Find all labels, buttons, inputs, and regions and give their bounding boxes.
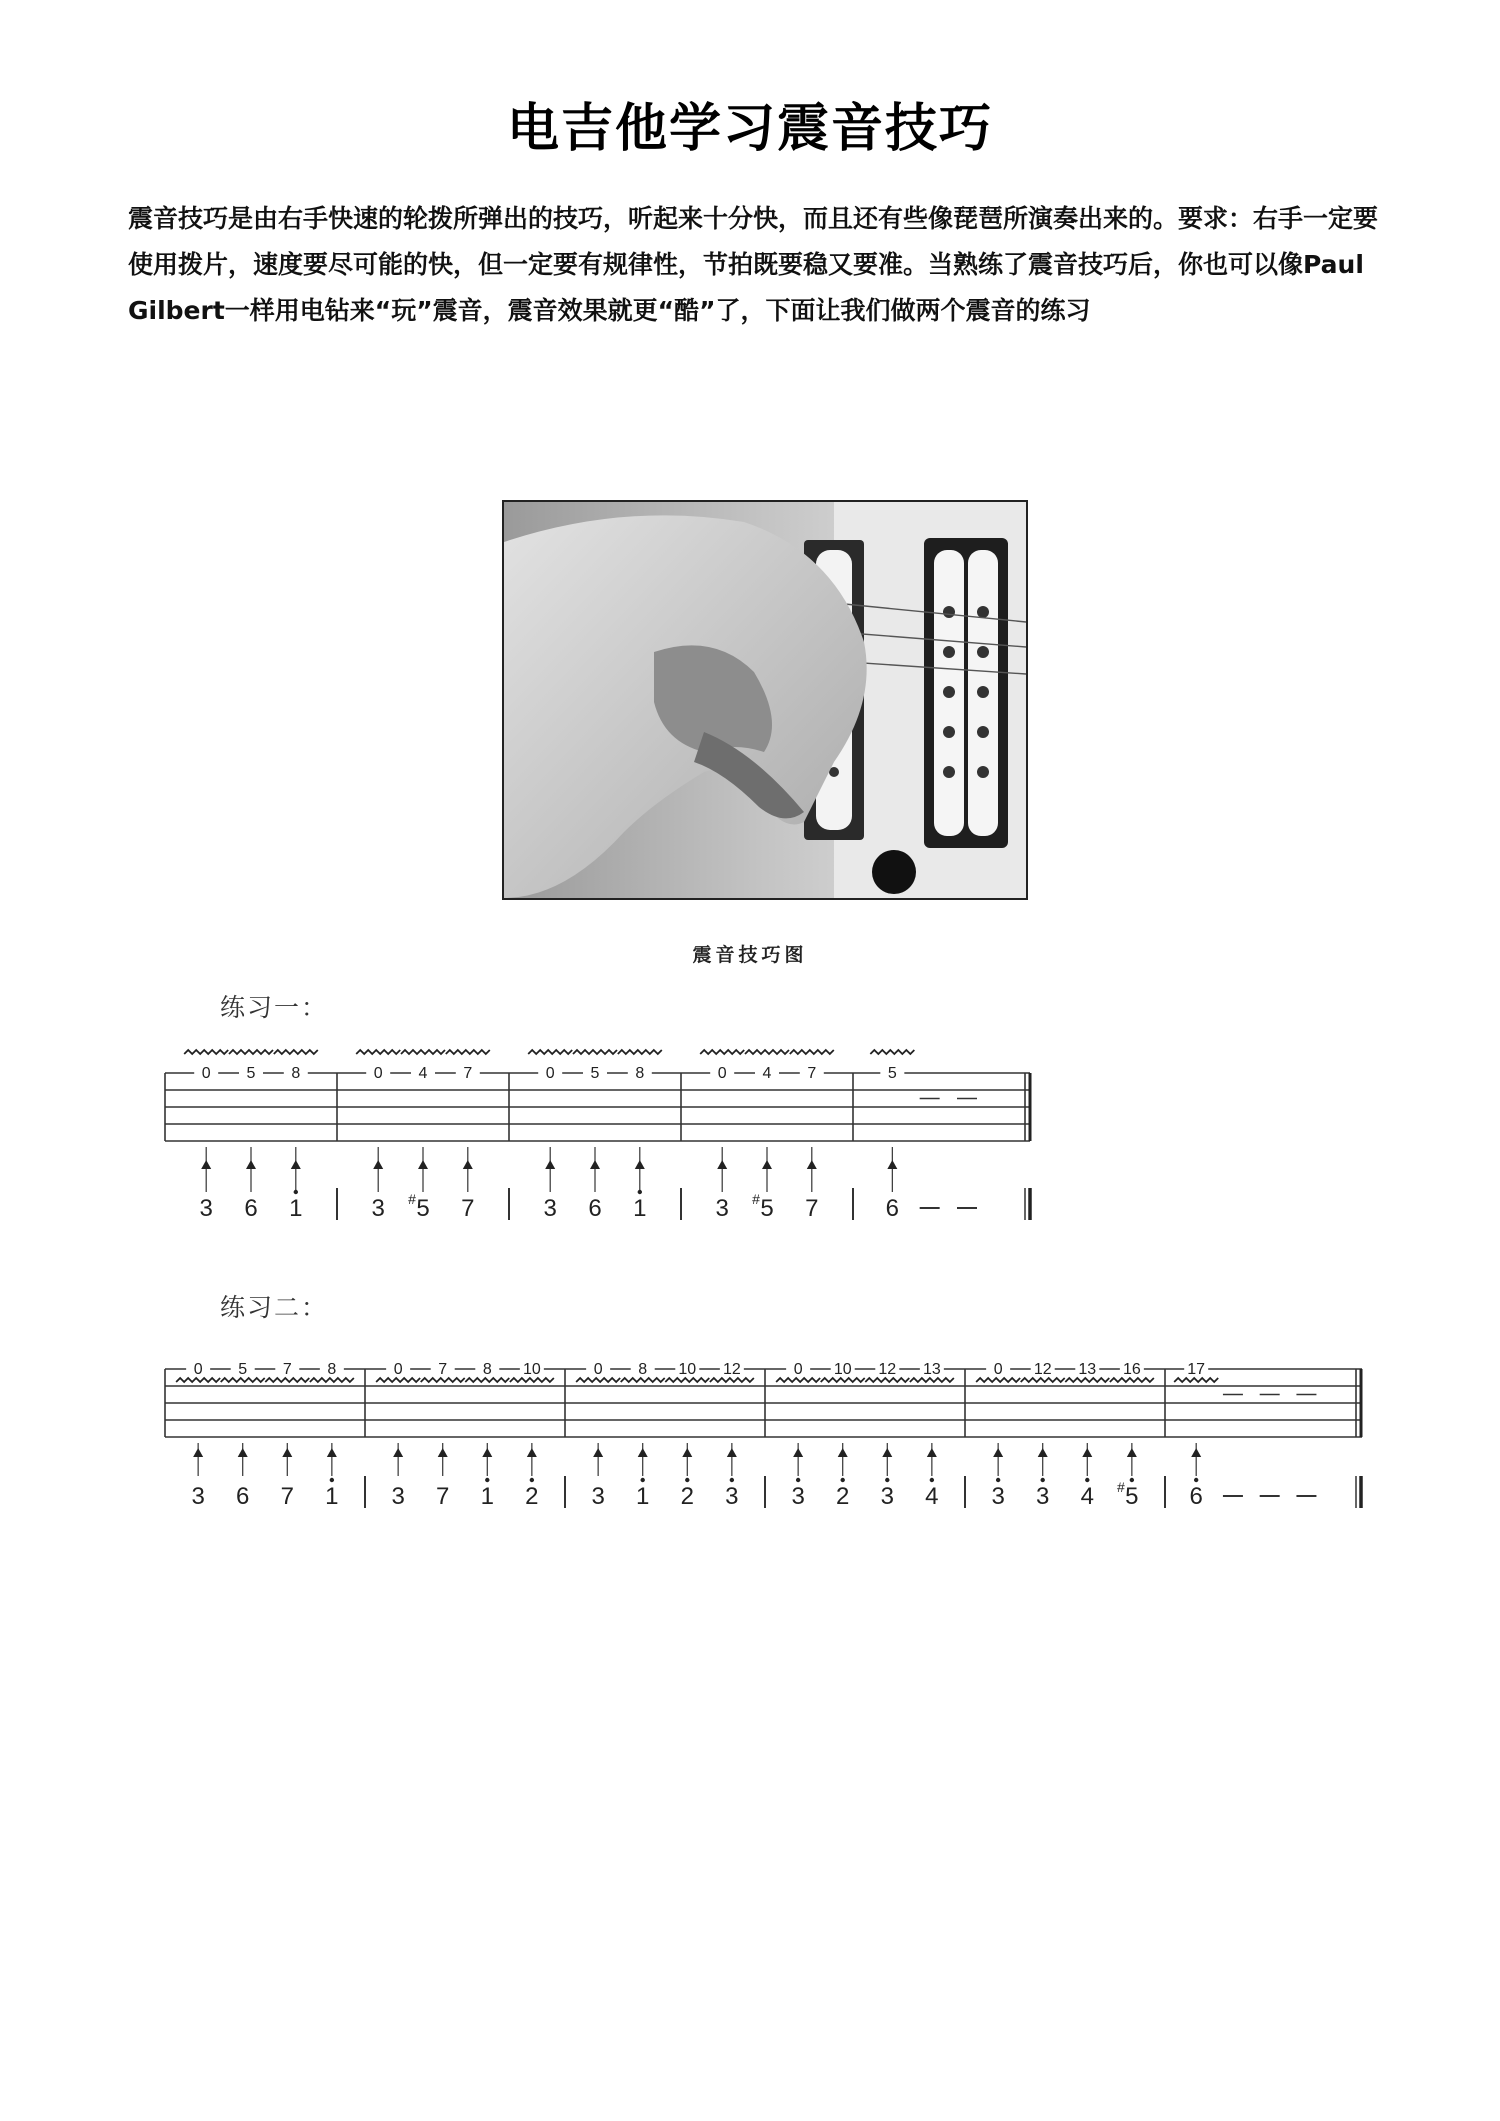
octave-dot bbox=[1194, 1478, 1198, 1482]
note-digit: 5 bbox=[760, 1195, 774, 1222]
upstroke-arrow bbox=[201, 1160, 211, 1169]
fret-number: 7 bbox=[463, 1065, 473, 1082]
note-digit: 6 bbox=[885, 1195, 900, 1222]
tremolo-mark bbox=[710, 1378, 754, 1382]
tremolo-mark bbox=[1021, 1378, 1065, 1382]
jianpu-note bbox=[633, 1190, 646, 1222]
note-digit: 5 bbox=[416, 1195, 430, 1222]
upstroke-arrow bbox=[545, 1160, 555, 1169]
upstroke-arrow bbox=[1127, 1448, 1137, 1457]
jianpu-note bbox=[591, 1483, 604, 1510]
fret-number: 8 bbox=[327, 1361, 337, 1378]
tremolo-mark bbox=[618, 1050, 662, 1054]
octave-dot bbox=[530, 1478, 534, 1482]
upstroke-arrow bbox=[793, 1448, 803, 1457]
page-title: 电吉他学习震音技巧 bbox=[506, 99, 993, 159]
fret-number: 0 bbox=[593, 1361, 603, 1378]
note-digit: 2 bbox=[680, 1483, 694, 1510]
exercise2-label: 练习二： bbox=[220, 1293, 329, 1322]
upstroke-arrow bbox=[438, 1448, 448, 1457]
jianpu-note bbox=[436, 1483, 449, 1510]
note-digit: 6 bbox=[1189, 1483, 1203, 1510]
octave-dot bbox=[841, 1478, 845, 1482]
upstroke-arrow bbox=[373, 1160, 383, 1169]
upstroke-arrow bbox=[762, 1160, 772, 1169]
jianpu-note bbox=[281, 1483, 294, 1510]
upstroke-arrow bbox=[590, 1160, 600, 1169]
note-digit: 2 bbox=[525, 1483, 539, 1510]
tremolo-mark bbox=[356, 1050, 400, 1054]
note-digit: 3 bbox=[199, 1195, 213, 1222]
fret-number: 0 bbox=[193, 1361, 203, 1378]
note-digit: 3 bbox=[991, 1483, 1005, 1510]
note-digit: 1 bbox=[289, 1195, 303, 1222]
tremolo-mark bbox=[910, 1378, 954, 1382]
tremolo-mark bbox=[790, 1050, 834, 1054]
upstroke-arrow bbox=[282, 1448, 292, 1457]
note-digit: 5 bbox=[1125, 1483, 1139, 1510]
octave-dot bbox=[730, 1478, 734, 1482]
note-digit: 3 bbox=[371, 1195, 385, 1222]
jianpu-note bbox=[681, 1478, 694, 1510]
tremolo-mark bbox=[1110, 1378, 1154, 1382]
note-digit: 3 bbox=[725, 1483, 739, 1510]
upstroke-arrow bbox=[193, 1448, 203, 1457]
tremolo-mark bbox=[184, 1050, 228, 1054]
upstroke-arrow bbox=[807, 1160, 817, 1169]
tremolo-mark bbox=[700, 1050, 744, 1054]
tremolo-mark bbox=[576, 1378, 620, 1382]
upstroke-arrow bbox=[993, 1448, 1003, 1457]
jianpu-note bbox=[544, 1195, 557, 1222]
note-digit: 6 bbox=[236, 1483, 250, 1510]
note-digit: 4 bbox=[925, 1483, 939, 1510]
jianpu-note bbox=[886, 1195, 899, 1222]
note-digit: 1 bbox=[633, 1195, 647, 1222]
sharp-sign: # bbox=[1116, 1479, 1125, 1495]
fret-number: 10 bbox=[833, 1361, 852, 1378]
jianpu-note bbox=[752, 1191, 774, 1222]
tremolo-mark bbox=[976, 1378, 1020, 1382]
upstroke-arrow bbox=[418, 1160, 428, 1169]
jianpu-note bbox=[725, 1478, 738, 1510]
tremolo-mark bbox=[221, 1378, 265, 1382]
tremolo-mark bbox=[573, 1050, 617, 1054]
note-digit: 3 bbox=[880, 1483, 894, 1510]
note-digit: 3 bbox=[191, 1483, 205, 1510]
octave-dot bbox=[930, 1478, 934, 1482]
fret-number: 13 bbox=[1078, 1361, 1097, 1378]
note-digit: 7 bbox=[461, 1195, 475, 1222]
fret-number: 7 bbox=[807, 1065, 817, 1082]
octave-dot bbox=[996, 1478, 1000, 1482]
upstroke-arrow bbox=[887, 1160, 897, 1169]
upstroke-arrow bbox=[1191, 1448, 1201, 1457]
fret-number: 5 bbox=[238, 1361, 248, 1378]
jianpu-note bbox=[881, 1478, 894, 1510]
fret-number: 5 bbox=[246, 1065, 256, 1082]
octave-dot bbox=[330, 1478, 334, 1482]
tremolo-mark bbox=[665, 1378, 709, 1382]
note-digit: 1 bbox=[480, 1483, 494, 1510]
sharp-sign: # bbox=[408, 1191, 416, 1207]
note-digit: 1 bbox=[325, 1483, 339, 1510]
upstroke-arrow bbox=[238, 1448, 248, 1457]
fret-number: 16 bbox=[1122, 1361, 1141, 1378]
upstroke-arrow bbox=[1082, 1448, 1092, 1457]
tremolo-mark bbox=[265, 1378, 309, 1382]
jianpu-note bbox=[636, 1478, 649, 1510]
fret-number: 0 bbox=[201, 1065, 211, 1082]
fret-number: 8 bbox=[638, 1361, 648, 1378]
note-digit: 2 bbox=[836, 1483, 850, 1510]
fret-number: 17 bbox=[1187, 1361, 1206, 1378]
upstroke-arrow bbox=[682, 1448, 692, 1457]
note-digit: 7 bbox=[280, 1483, 294, 1510]
upstroke-arrow bbox=[882, 1448, 892, 1457]
note-digit: 3 bbox=[1036, 1483, 1050, 1510]
fret-number: 7 bbox=[282, 1361, 292, 1378]
note-digit: 3 bbox=[591, 1483, 605, 1510]
note-digit: 6 bbox=[244, 1195, 258, 1222]
jianpu-note bbox=[1036, 1478, 1049, 1510]
fret-number: 12 bbox=[722, 1361, 741, 1378]
jianpu-note bbox=[1190, 1478, 1203, 1510]
tremolo-mark bbox=[229, 1050, 273, 1054]
jianpu-note bbox=[289, 1190, 302, 1222]
tremolo-mark bbox=[1174, 1378, 1218, 1382]
upstroke-arrow bbox=[927, 1448, 937, 1457]
jianpu-note bbox=[481, 1478, 494, 1510]
note-digit: 3 bbox=[391, 1483, 405, 1510]
octave-dot bbox=[796, 1478, 800, 1482]
jianpu-note bbox=[236, 1483, 249, 1510]
upstroke-arrow bbox=[327, 1448, 337, 1457]
fret-number: 0 bbox=[793, 1361, 803, 1378]
upstroke-arrow bbox=[727, 1448, 737, 1457]
upstroke-arrow bbox=[593, 1448, 603, 1457]
fret-number: 0 bbox=[373, 1065, 383, 1082]
upstroke-arrow bbox=[838, 1448, 848, 1457]
tremolo-mark bbox=[310, 1378, 354, 1382]
exercise1-score bbox=[165, 1050, 1030, 1222]
fret-number: 5 bbox=[590, 1065, 600, 1082]
upstroke-arrow bbox=[291, 1160, 301, 1169]
jianpu-note bbox=[391, 1483, 404, 1510]
fret-number: 12 bbox=[1033, 1361, 1052, 1378]
upstroke-arrow bbox=[246, 1160, 256, 1169]
note-digit: 3 bbox=[543, 1195, 557, 1222]
fret-number: 12 bbox=[878, 1361, 897, 1378]
upstroke-arrow bbox=[393, 1448, 403, 1457]
note-digit: 3 bbox=[715, 1195, 729, 1222]
note-digit: 3 bbox=[791, 1483, 805, 1510]
tremolo-mark bbox=[510, 1378, 554, 1382]
fret-number: 8 bbox=[291, 1065, 301, 1082]
fret-number: 8 bbox=[482, 1361, 492, 1378]
exercise1-label: 练习一： bbox=[220, 993, 329, 1022]
upstroke-arrow bbox=[638, 1448, 648, 1457]
tremolo-mark bbox=[465, 1378, 509, 1382]
tremolo-mark bbox=[176, 1378, 220, 1382]
jianpu-note bbox=[325, 1478, 338, 1510]
note-digit: 6 bbox=[588, 1195, 602, 1222]
fret-number: 10 bbox=[522, 1361, 541, 1378]
fret-number: 0 bbox=[393, 1361, 403, 1378]
jianpu-note bbox=[805, 1195, 818, 1222]
octave-dot bbox=[1130, 1478, 1134, 1482]
jianpu-note bbox=[200, 1195, 213, 1222]
tremolo-mark bbox=[1065, 1378, 1109, 1382]
tremolo-mark bbox=[865, 1378, 909, 1382]
sharp-sign: # bbox=[752, 1191, 760, 1207]
photo-caption: 震音技巧图 bbox=[692, 944, 808, 966]
octave-dot bbox=[1085, 1478, 1089, 1482]
fret-number: 8 bbox=[635, 1065, 645, 1082]
fret-number: 4 bbox=[762, 1065, 772, 1082]
upstroke-arrow bbox=[463, 1160, 473, 1169]
jianpu-note bbox=[525, 1478, 538, 1510]
fret-number: 7 bbox=[438, 1361, 448, 1378]
fret-number: 0 bbox=[993, 1361, 1003, 1378]
octave-dot bbox=[1041, 1478, 1045, 1482]
intro-paragraph: 震音技巧是由右手快速的轮拨所弹出的技巧，听起来十分快，而且还有些像琵琶所演奏出来的。要求：右手一定要使用拨片，速度要尽可能的快，但一定要有规律性，节拍既要稳又要准。当熟练了震音技巧后，你也可以像Paul Gilbert一样用电钻来“玩”震音，震音效果就更“酷”了，下面让我们做两个震音的练习 bbox=[128, 204, 1379, 325]
jianpu-note bbox=[461, 1195, 474, 1222]
jianpu-note bbox=[588, 1195, 601, 1222]
jianpu-note bbox=[191, 1483, 204, 1510]
upstroke-arrow bbox=[482, 1448, 492, 1457]
tremolo-mark bbox=[421, 1378, 465, 1382]
jianpu-note bbox=[244, 1195, 257, 1222]
octave-dot bbox=[885, 1478, 889, 1482]
exercise2-score bbox=[165, 1360, 1362, 1510]
jianpu-note bbox=[408, 1191, 430, 1222]
tremolo-mark bbox=[446, 1050, 490, 1054]
tremolo-mark bbox=[274, 1050, 318, 1054]
octave-dot bbox=[641, 1478, 645, 1482]
tremolo-mark bbox=[821, 1378, 865, 1382]
note-digit: 1 bbox=[636, 1483, 650, 1510]
jianpu-note bbox=[791, 1478, 804, 1510]
jianpu-note bbox=[372, 1195, 385, 1222]
upstroke-arrow bbox=[717, 1160, 727, 1169]
tremolo-mark bbox=[776, 1378, 820, 1382]
upstroke-arrow bbox=[635, 1160, 645, 1169]
note-digit: 4 bbox=[1080, 1483, 1094, 1510]
tremolo-mark bbox=[376, 1378, 420, 1382]
jianpu-note bbox=[1081, 1478, 1094, 1510]
fret-number: 13 bbox=[922, 1361, 941, 1378]
fret-number: 0 bbox=[545, 1065, 555, 1082]
tremolo-mark bbox=[401, 1050, 445, 1054]
jianpu-note bbox=[991, 1478, 1004, 1510]
fret-number: 0 bbox=[717, 1065, 727, 1082]
octave-dot bbox=[638, 1190, 642, 1194]
tremolo-mark bbox=[745, 1050, 789, 1054]
fret-number: 10 bbox=[678, 1361, 697, 1378]
tremolo-mark bbox=[621, 1378, 665, 1382]
jianpu-note bbox=[1117, 1478, 1139, 1510]
jianpu-note bbox=[925, 1478, 938, 1510]
upstroke-arrow bbox=[1038, 1448, 1048, 1457]
tremolo-mark bbox=[870, 1050, 914, 1054]
jianpu-note bbox=[836, 1478, 849, 1510]
octave-dot bbox=[294, 1190, 298, 1194]
octave-dot bbox=[685, 1478, 689, 1482]
octave-dot bbox=[485, 1478, 489, 1482]
upstroke-arrow bbox=[527, 1448, 537, 1457]
note-digit: 7 bbox=[436, 1483, 450, 1510]
jianpu-note bbox=[716, 1195, 729, 1222]
fret-number: 4 bbox=[418, 1065, 428, 1082]
tremolo-mark bbox=[528, 1050, 572, 1054]
note-digit: 7 bbox=[805, 1195, 819, 1222]
fret-number: 5 bbox=[887, 1065, 897, 1082]
